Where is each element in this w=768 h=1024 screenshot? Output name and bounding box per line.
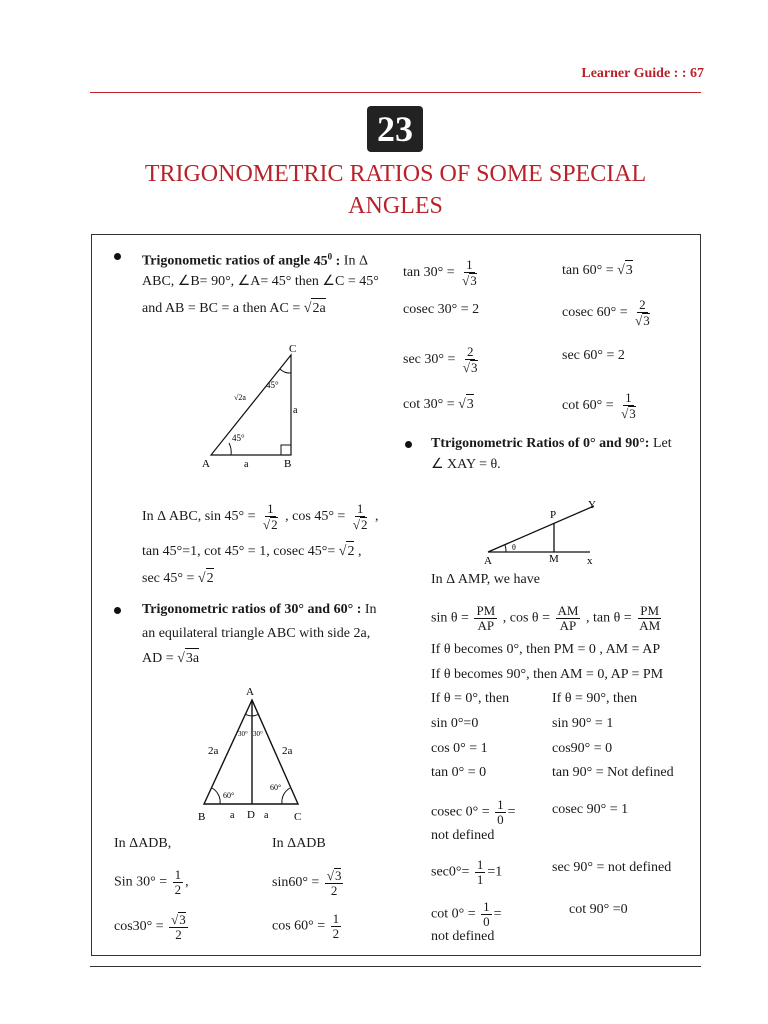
s1-tan-line: tan 45°=1, cot 45° = 1, cosec 45°= √ 2 , [142,541,361,562]
cosec60-line: cosec 60° = 2 √ 3 [562,298,654,328]
cosec0-line: cosec 0° = $\frac{1}{0}$ = [431,797,516,827]
running-head: Learner Guide : : 67 [581,66,704,81]
fig1-hyp: √2a [234,393,246,402]
tan60-line: tan 60° = √ 3 [562,260,633,281]
fig3-label-p: P [550,509,557,521]
content-frame [91,234,701,956]
fig2-angle-t1: 30° [238,730,248,738]
fig2-ab: 2a [208,745,219,757]
s1-line3-text: and AB = BC = a then AC = [142,301,301,316]
fig2-bd: a [230,810,235,821]
s1-head-tail: In Δ [343,253,368,269]
adb-right: In ΔADB [272,836,326,851]
sec30-label: sec 30° = [403,352,456,368]
fig3-theta: θ [512,543,516,552]
fig2-ac: 2a [282,745,293,757]
fig2-label-b: B [198,811,206,823]
cosec30-line: cosec 30° = 2 [403,302,480,317]
sec30-line: sec 30° = 2 √ 3 [403,345,482,375]
bullet-30-60 [114,607,121,614]
amp-text: AMP, we have [457,572,540,587]
cos-theta-label: , cos θ = [502,610,551,626]
fig1-label-c: C [289,343,297,355]
fig2-label-c: C [294,811,302,823]
sec0-label: sec0°= [431,864,470,880]
adb-left-in: In [114,836,126,851]
c1-0: If θ = 0°, then [431,691,510,706]
cot0-label: cot 0° = [431,906,476,922]
tan60-label: tan 60° = [562,263,614,278]
fig2-label-d: D [247,809,255,821]
if-90-line: If θ becomes 90°, then AM = 0, AP = PM [431,667,664,682]
cos60-label: cos 60° = [272,918,326,934]
frac-1-root2-b: 1 √ 2 [351,502,370,532]
adb-left-text: ADB, [138,836,172,851]
s3-line2: ∠ XAY = θ. [431,457,501,472]
s2-line3-text: AD = [142,651,174,666]
cos60-line: cos 60° = $\frac{1}{2}$ [272,911,340,941]
cot60-line: cot 60° = 1 √ 3 [562,391,640,421]
fig2-label-a: A [246,686,254,698]
cos30-label: cos30° = [114,919,164,935]
fig1-angle-a: 45° [232,433,245,443]
fig2-angle-c: 60° [270,783,282,792]
fig3-label-m: M [549,553,559,565]
angle-xay-figure [478,496,608,568]
s1-r1-cos: , cos 45° = [285,509,346,525]
cosec0-label: cosec 0° = [431,804,490,820]
s1-ac: 2a [311,298,325,319]
cos30-line: cos30° = √ $\frac{3}{2}$ [114,912,190,942]
s1-r3: sec 45° = [142,571,195,586]
c1-2: cos 0° = 1 [431,741,488,756]
ratios-line: sin θ = $\frac{PM}{AP}$ , cos θ = $\frac{AM}{AP}$ , tan θ = $\frac{PM}{AM}$ [431,603,661,633]
cot30-line: cot 30° = √ 3 [403,394,474,415]
cot90-line: cot 90° =0 [569,902,628,917]
s2-head: Trigonometric ratios of 30° and 60° : [142,602,362,617]
s3-head: Ttrigonometric Ratios of 0° and 90°: [431,436,650,451]
fig1-side-bc: a [293,405,298,416]
s2-head-tail: In [364,602,377,617]
s1-r1-sin: ABC, sin 45° = [168,509,256,525]
chapter-title-line1: TRIGONOMETRIC RATIOS OF SOME SPECIAL [144,161,647,187]
s1-r1-in: In [142,509,154,525]
sec60-line: sec 60° = 2 [562,348,625,363]
fig3-label-y: Y [588,499,596,511]
s1-line3 [142,298,326,319]
c2-2: cos90° = 0 [552,741,613,756]
fig3-label-x: x [587,555,593,567]
sin30-line: Sin 30° = $\frac{1}{2}$ , [114,867,189,897]
sec90-line: sec 90° = not defined [552,860,672,875]
tan-theta-label: , tan θ = [585,610,632,626]
adb-right-in: In [272,836,284,851]
amp-in: In [431,572,443,587]
chapter-number: 23 [367,106,423,152]
cot60-label: cot 60° = [562,398,614,414]
c1-3: tan 0° = 0 [431,765,487,780]
tan30-label: tan 30° = [403,265,455,281]
s1-sec-line: sec 45° = √ 2 [142,568,214,589]
fig1-label-a: A [202,458,210,470]
tan30-line: tan 30° = 1 √ 3 [403,258,481,288]
sin60-line: sin60° = √ $\frac{3}{2}$ [272,868,345,898]
c2-3: tan 90° = Not defined [552,765,674,780]
s2-ad: 3a [185,648,199,669]
sin60-label: sin60° = [272,875,320,891]
fig2-dc: a [264,810,269,821]
s2-head-line [142,600,377,620]
cot0-line: cot 0° = $\frac{1}{0}$ = [431,899,502,929]
cot30-label: cot 30° = [403,397,455,412]
s3-head-line [431,434,672,454]
chapter-title [90,158,701,222]
cosec60-label: cosec 60° = [562,305,628,321]
s2-line3 [142,648,199,669]
fig1-label-b: B [284,458,292,470]
adb-left: In ΔADB, [114,836,172,851]
s2-line2: an equilateral triangle ABC with side 2a, [142,626,371,641]
bullet-0-90 [405,441,412,448]
c2-1: sin 90° = 1 [552,716,614,731]
amp-line: In Δ AMP, we have [431,572,540,587]
bullet-45 [114,253,121,260]
footer-rule [90,966,701,967]
s1-line2: ABC, ∠B= 90°, ∠A= 45° then ∠C = 45° [142,274,379,289]
fig1-side-ab: a [244,459,249,470]
s3-head-tail: Let [652,436,672,451]
if-0-line: If θ becomes 0°, then PM = 0 , AM = AP [431,642,661,657]
adb-right-text: ADB [296,836,326,851]
s1-head-line [142,246,368,272]
s1-sin-cos-line: In Δ ABC, sin 45° = 1 √ 2 , cos 45° = 1 √ 2 , [142,502,378,532]
c2-0: If θ = 90°, then [552,691,638,706]
sqrt-symbol [304,301,312,316]
sec0-line: sec0°= $\frac{1}{1}$ =1 [431,857,503,887]
s1-r2: tan 45°=1, cot 45° = 1, cosec 45°= [142,544,336,559]
frac-1-root2: 1 √ 2 [261,502,280,532]
fig3-label-a: A [484,555,492,567]
cot0-notdef: not defined [431,929,495,944]
sin30-label: Sin 30° = [114,874,168,890]
sin-theta-label: sin θ = [431,610,469,626]
triangle-45-figure [196,340,316,475]
header-rule [90,92,701,93]
chapter-title-line2: ANGLES [348,193,443,219]
c1-1: sin 0°=0 [431,716,479,731]
s1-head-angle: $45^0$ : [313,251,341,269]
cosec90-line: cosec 90° = 1 [552,802,629,817]
delta-symbol: Δ [157,509,166,525]
triangle-equilateral-figure [190,682,320,824]
fig2-angle-t2: 30° [253,730,263,738]
fig2-angle-b: 60° [223,791,235,800]
fig1-angle-c: 45° [266,380,279,390]
s1-head: Trigonometic ratios of angle [142,253,311,269]
cosec0-notdef: not defined [431,828,495,843]
